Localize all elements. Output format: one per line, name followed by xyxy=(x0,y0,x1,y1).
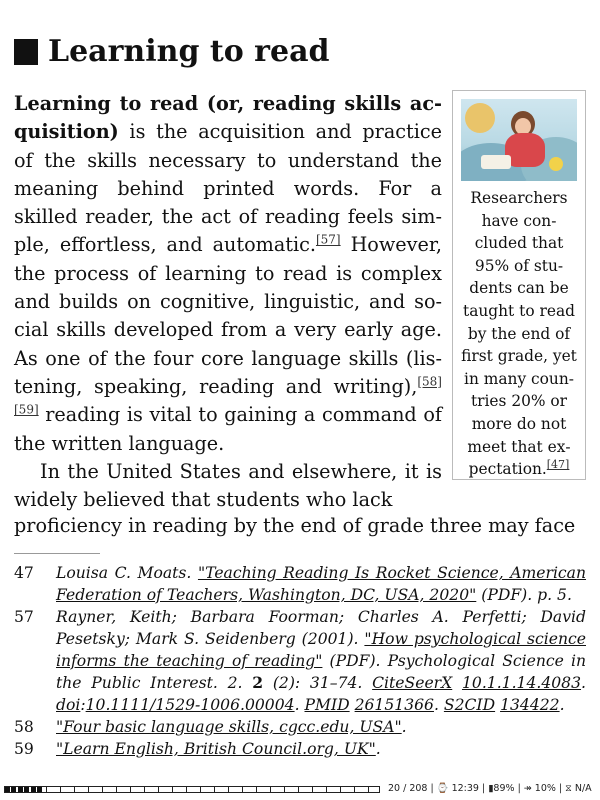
paragraph-2 xyxy=(14,458,442,515)
citation-text: Rayner, Keith; Barbara Foorman; Charles A. Perfetti; David Pesetsky; Mark S. Seidenberg (2001). xyxy=(56,608,586,648)
footnote-text xyxy=(56,716,586,738)
reference-link-58[interactable]: [58] xyxy=(417,374,442,389)
footnotes-list xyxy=(14,562,586,760)
photo-book xyxy=(481,155,511,169)
status-separator: | xyxy=(514,783,524,794)
citation-link[interactable]: "How psychological science informs the teaching of reading" xyxy=(56,630,586,670)
book-progress-bar[interactable] xyxy=(4,786,380,793)
child-reading-photo[interactable] xyxy=(461,99,577,181)
footnote-text xyxy=(56,606,586,716)
citation-link[interactable]: 134422 xyxy=(500,696,560,714)
citation-link[interactable]: S2CID xyxy=(443,696,496,714)
citation-link[interactable]: "Four basic language skills, cgcc.edu, USA" xyxy=(56,718,402,736)
heading-square-icon xyxy=(14,39,38,65)
status-info xyxy=(388,783,592,794)
paragraph-2-continuation: proficiency in reading by the end of grade three may face xyxy=(14,514,576,537)
article-body xyxy=(14,90,442,514)
citation-text: . xyxy=(581,674,586,692)
citation-link[interactable]: "Teaching Reading Is Rocket Science, American Federation of Teachers, Washington, DC, USA, 2020" xyxy=(56,564,587,604)
footnote-number: 47 xyxy=(14,564,34,582)
paragraph-text: In the United States and elsewhere, it is widely believed that students who lack xyxy=(14,459,442,512)
footnote-47 xyxy=(14,562,586,606)
citation-link[interactable]: CiteSeerX xyxy=(372,674,453,692)
citation-text xyxy=(452,674,462,692)
citation-text: (2): 31–74. xyxy=(263,674,373,692)
citation-text: . xyxy=(559,696,565,714)
clock: ⌚ 12:39 xyxy=(436,783,479,794)
page-counter: 20 / 208 xyxy=(388,783,428,794)
status-separator: | xyxy=(555,783,566,794)
citation-text: . xyxy=(433,696,444,714)
citation-text: . xyxy=(294,696,305,714)
citation-link[interactable]: 10.1111/1529-1006.00004 xyxy=(85,696,295,714)
footnote-57 xyxy=(14,606,586,716)
chapter-progress: ↠ 10% xyxy=(523,783,556,794)
reader-status-bar xyxy=(0,780,600,800)
photo-cushion-shape xyxy=(465,103,495,133)
status-separator: | xyxy=(427,783,437,794)
citation-link[interactable]: doi xyxy=(56,696,81,714)
citation-text: 2 xyxy=(252,673,264,692)
reference-link-47[interactable]: [47] xyxy=(546,458,570,471)
battery-level: ▮89% xyxy=(488,783,515,794)
footnote-59 xyxy=(14,738,586,760)
footnote-58 xyxy=(14,716,586,738)
paragraph-text: However, the process of learning to read is complex and builds on cognitive, linguistic, and social skills developed from a very early age. As one of the four core language skills (listening, speaking, reading and writing), xyxy=(14,233,442,398)
lead-term: Learning to read (or, reading skills acquisition) xyxy=(14,92,442,144)
citation-text: . xyxy=(375,740,381,758)
citation-link[interactable]: 10.1.1.14.4083 xyxy=(461,674,582,692)
footnote-number: 58 xyxy=(14,718,34,736)
reference-link-59[interactable]: [59] xyxy=(14,402,39,417)
photo-caption xyxy=(459,187,579,481)
citation-text: Louisa C. Moats. xyxy=(56,564,198,582)
citation-text: . xyxy=(401,718,407,736)
footnote-number: 59 xyxy=(14,740,34,758)
citation-link[interactable]: PMID xyxy=(304,696,350,714)
citation-text: : xyxy=(80,696,86,714)
citation-text: (PDF). p. 5. xyxy=(476,586,572,604)
citation-link[interactable]: 26151366 xyxy=(354,696,434,714)
paragraph-text: reading is vital to gaining a command of the written language. xyxy=(14,403,442,455)
footnote-text xyxy=(56,738,586,760)
page-title-text: Learning to read xyxy=(48,34,330,69)
footnote-text xyxy=(56,562,586,606)
footnote-number: 57 xyxy=(14,608,34,626)
book-progress-fill xyxy=(5,787,42,792)
footnote-divider xyxy=(14,553,100,554)
citation-text: (PDF). Psychological Science in the Public Interest. 2. xyxy=(56,652,586,692)
caption-text: Researchers have concluded that 95% of students can be taught to read by the end of first grade, yet in many countries 20% or more do not meet that expectation. xyxy=(461,189,577,479)
paragraph-text: is the acquisition and practice of the skills necessary to understand the meaning behind printed words. For a skilled reader, the act of reading feels simple, effortless, and automatic. xyxy=(14,120,442,257)
page-title xyxy=(14,34,329,69)
citation-link[interactable]: "Learn English, British Council.org, UK" xyxy=(56,740,376,758)
reference-link-57[interactable]: [57] xyxy=(315,233,341,248)
photo-child-body xyxy=(505,133,545,167)
image-sidebar xyxy=(452,90,586,480)
time-remaining: ⧖ N/A xyxy=(565,783,592,794)
photo-toy xyxy=(549,157,563,171)
paragraph-1 xyxy=(14,90,442,458)
status-separator: | xyxy=(478,783,489,794)
